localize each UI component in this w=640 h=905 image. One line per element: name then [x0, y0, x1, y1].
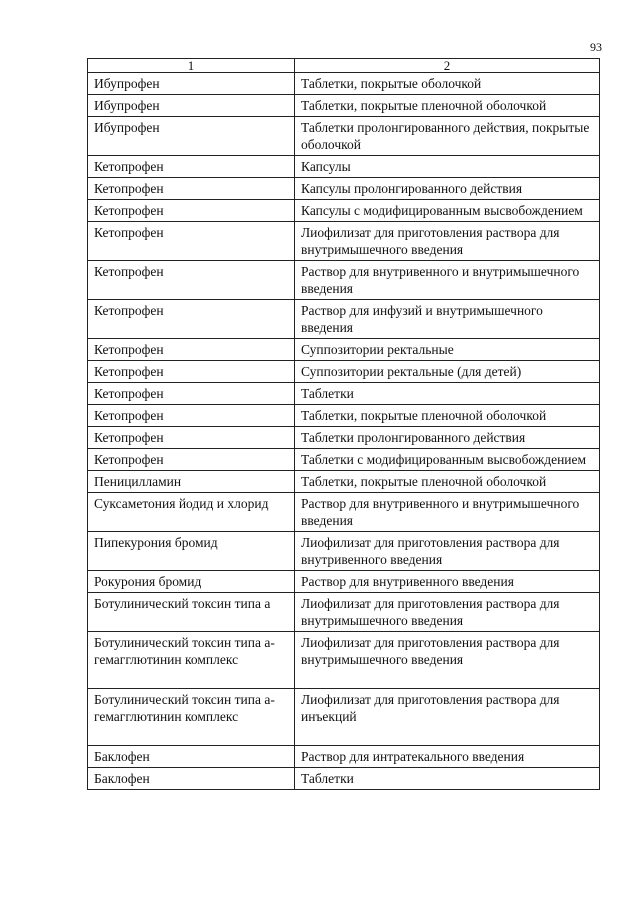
dosage-form-cell: Таблетки с модифицированным высвобождением	[295, 449, 600, 471]
table-row	[88, 746, 600, 768]
dosage-form-cell: Таблетки	[295, 383, 600, 405]
dosage-form-cell: Суппозитории ректальные	[295, 339, 600, 361]
dosage-form-cell: Раствор для инфузий и внутримышечного введения	[295, 300, 600, 339]
drug-name-cell: Ибупрофен	[88, 73, 295, 95]
dosage-form-cell: Раствор для внутривенного и внутримышечного введения	[295, 261, 600, 300]
drug-name-cell: Ибупрофен	[88, 95, 295, 117]
table-row	[88, 156, 600, 178]
table-row	[88, 532, 600, 571]
drug-name-cell: Ибупрофен	[88, 117, 295, 156]
table-row	[88, 632, 600, 689]
dosage-form-cell: Капсулы пролонгированного действия	[295, 178, 600, 200]
drug-name-cell: Суксаметония йодид и хлорид	[88, 493, 295, 532]
drug-name-cell: Кетопрофен	[88, 300, 295, 339]
drug-name-cell: Кетопрофен	[88, 222, 295, 261]
drug-name-cell: Рокурония бромид	[88, 571, 295, 593]
table-row	[88, 571, 600, 593]
table-row	[88, 689, 600, 746]
drug-name-cell: Кетопрофен	[88, 200, 295, 222]
table-row	[88, 339, 600, 361]
dosage-form-cell: Таблетки	[295, 768, 600, 790]
dosage-form-cell: Лиофилизат для приготовления раствора для внутривенного введения	[295, 532, 600, 571]
drug-name-cell: Кетопрофен	[88, 427, 295, 449]
dosage-form-cell: Таблетки, покрытые пленочной оболочкой	[295, 405, 600, 427]
table-row	[88, 261, 600, 300]
table-row	[88, 493, 600, 532]
drug-forms-table	[87, 58, 600, 790]
drug-name-cell: Кетопрофен	[88, 383, 295, 405]
drug-name-cell: Кетопрофен	[88, 405, 295, 427]
table-row	[88, 300, 600, 339]
dosage-form-cell: Таблетки пролонгированного действия, покрытые оболочкой	[295, 117, 600, 156]
drug-name-cell: Ботулинический токсин типа а-гемагглютинин комплекс	[88, 632, 295, 689]
table-row	[88, 73, 600, 95]
dosage-form-cell: Таблетки, покрытые оболочкой	[295, 73, 600, 95]
drug-name-cell: Пеницилламин	[88, 471, 295, 493]
table-row	[88, 222, 600, 261]
table-row	[88, 200, 600, 222]
drug-name-cell: Ботулинический токсин типа а-гемагглютинин комплекс	[88, 689, 295, 746]
dosage-form-cell: Лиофилизат для приготовления раствора для внутримышечного введения	[295, 222, 600, 261]
table-row	[88, 405, 600, 427]
table-row	[88, 117, 600, 156]
dosage-form-cell: Лиофилизат для приготовления раствора для внутримышечного введения	[295, 632, 600, 689]
dosage-form-cell: Раствор для внутривенного и внутримышечного введения	[295, 493, 600, 532]
drug-name-cell: Кетопрофен	[88, 178, 295, 200]
dosage-form-cell: Таблетки, покрытые пленочной оболочкой	[295, 471, 600, 493]
drug-name-cell: Кетопрофен	[88, 339, 295, 361]
dosage-form-cell: Раствор для интратекального введения	[295, 746, 600, 768]
dosage-form-cell: Капсулы	[295, 156, 600, 178]
drug-name-cell: Кетопрофен	[88, 156, 295, 178]
table-row	[88, 178, 600, 200]
drug-name-cell: Ботулинический токсин типа а	[88, 593, 295, 632]
page-number: 93	[590, 40, 602, 54]
column-header-2: 2	[295, 59, 600, 73]
table-row	[88, 361, 600, 383]
table-row	[88, 471, 600, 493]
table-row	[88, 383, 600, 405]
drug-name-cell: Кетопрофен	[88, 361, 295, 383]
column-header-1: 1	[88, 59, 295, 73]
dosage-form-cell: Капсулы с модифицированным высвобождением	[295, 200, 600, 222]
drug-name-cell: Баклофен	[88, 746, 295, 768]
dosage-form-cell: Таблетки пролонгированного действия	[295, 427, 600, 449]
dosage-form-cell: Лиофилизат для приготовления раствора для внутримышечного введения	[295, 593, 600, 632]
table-row	[88, 95, 600, 117]
table-row	[88, 768, 600, 790]
table-row	[88, 593, 600, 632]
drug-name-cell: Баклофен	[88, 768, 295, 790]
table-row	[88, 449, 600, 471]
table-row	[88, 427, 600, 449]
drug-name-cell: Кетопрофен	[88, 261, 295, 300]
dosage-form-cell: Лиофилизат для приготовления раствора для инъекций	[295, 689, 600, 746]
dosage-form-cell: Суппозитории ректальные (для детей)	[295, 361, 600, 383]
dosage-form-cell: Таблетки, покрытые пленочной оболочкой	[295, 95, 600, 117]
dosage-form-cell: Раствор для внутривенного введения	[295, 571, 600, 593]
table-header-row	[88, 59, 600, 73]
drug-name-cell: Пипекурония бромид	[88, 532, 295, 571]
drug-name-cell: Кетопрофен	[88, 449, 295, 471]
